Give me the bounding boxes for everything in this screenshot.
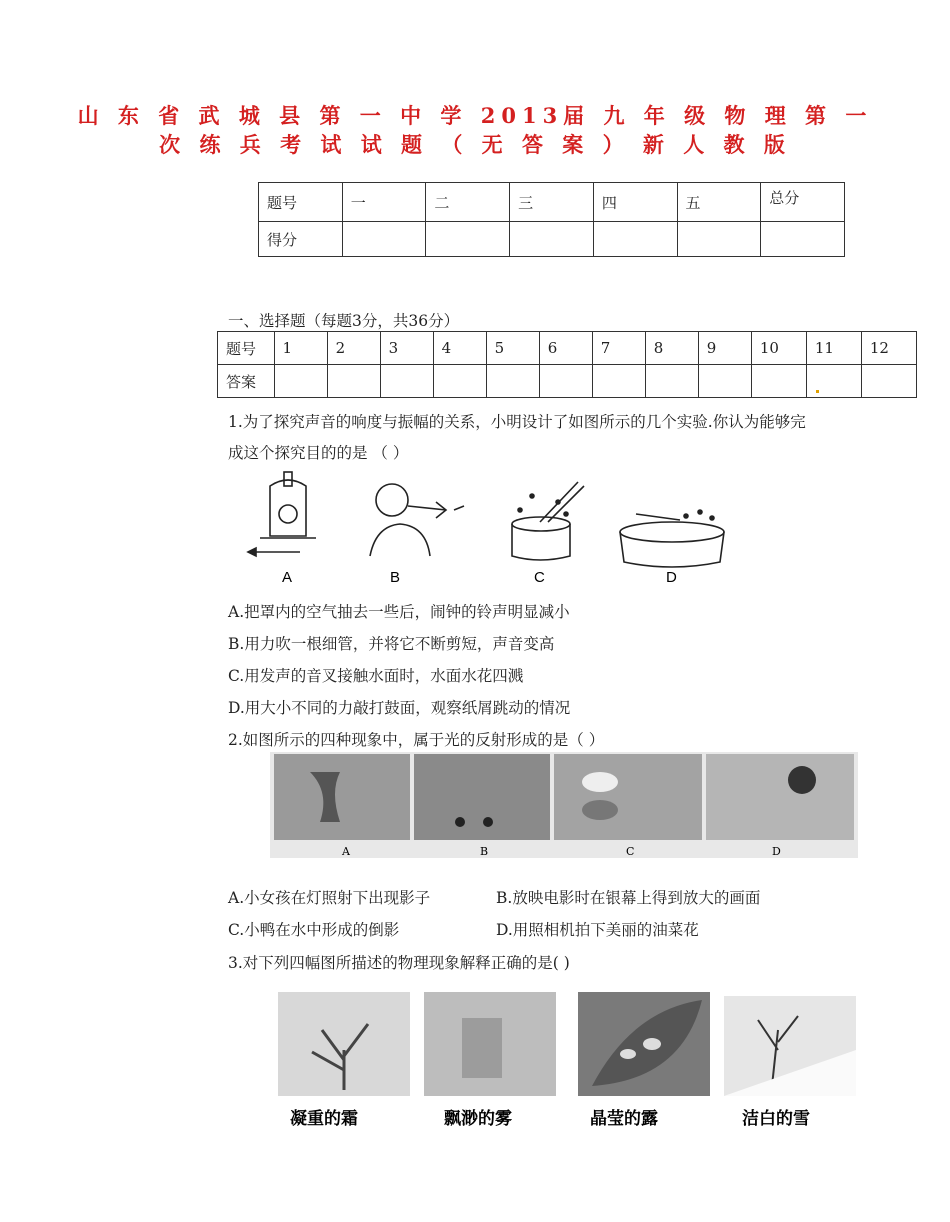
q1-figure	[240, 466, 730, 588]
answer-header-cell: 10	[751, 332, 806, 365]
person-blowing-icon	[370, 484, 464, 556]
answer-cell[interactable]	[698, 365, 751, 398]
q2-option-b: B.放映电影时在银幕上得到放大的画面	[496, 889, 761, 907]
answer-cell[interactable]	[486, 365, 539, 398]
q1-option-d: D.用大小不同的力敲打鼓面，观察纸屑跳动的情况	[228, 699, 571, 717]
answer-table-row	[218, 365, 917, 398]
score-cell[interactable]	[342, 222, 426, 257]
score-table-header-row	[259, 183, 845, 222]
q1-fig-label: A	[282, 569, 293, 586]
answer-header-cell: 8	[645, 332, 698, 365]
answer-cell[interactable]	[592, 365, 645, 398]
q2-option-d: D.用照相机拍下美丽的油菜花	[496, 921, 699, 939]
answer-header-cell: 11	[806, 332, 861, 365]
answer-header-cell: 9	[698, 332, 751, 365]
answer-header-cell: 2	[327, 332, 380, 365]
q3-figure	[272, 990, 858, 1130]
score-table-row	[259, 222, 845, 257]
answer-cell[interactable]	[806, 365, 861, 398]
answer-header-cell: 5	[486, 332, 539, 365]
q3-caption: 飘渺的雾	[444, 1109, 512, 1129]
q2-fig-label: D	[772, 845, 781, 858]
answer-cell[interactable]	[539, 365, 592, 398]
tuning-fork-water-icon	[512, 482, 584, 560]
answer-header-cell: 4	[433, 332, 486, 365]
shadow-photo	[274, 754, 410, 840]
q3-caption: 洁白的雪	[742, 1109, 810, 1129]
score-header-cell: 题号	[259, 183, 343, 222]
q2-figure-drawing	[270, 752, 858, 858]
q3-figure-drawing	[272, 990, 858, 1130]
q1-figure-drawing	[240, 466, 730, 588]
q2-option-c: C.小鸭在水中形成的倒影	[228, 921, 400, 939]
score-row-label: 得分	[259, 222, 343, 257]
score-header-cell: 三	[510, 183, 594, 222]
score-table	[258, 182, 845, 257]
q1-stem-line2: 成这个探究目的的是 （ ）	[228, 444, 409, 462]
score-header-cell: 一	[342, 183, 426, 222]
q1-fig-label: C	[534, 569, 545, 586]
q2-stem: 2.如图所示的四种现象中，属于光的反射形成的是（ ）	[228, 731, 605, 749]
answer-cell[interactable]	[327, 365, 380, 398]
answer-header-cell: 6	[539, 332, 592, 365]
score-cell[interactable]	[510, 222, 594, 257]
score-cell[interactable]	[677, 222, 761, 257]
answer-header-cell: 3	[380, 332, 433, 365]
answer-table-header-row	[218, 332, 917, 365]
q2-option-a: A.小女孩在灯照射下出现影子	[228, 889, 431, 907]
answer-cell[interactable]	[861, 365, 916, 398]
mark-dot	[816, 390, 819, 393]
q1-option-c: C.用发声的音叉接触水面时，水面水花四溅	[228, 667, 524, 685]
q3-caption: 凝重的霜	[290, 1109, 358, 1129]
answer-header-cell: 12	[861, 332, 916, 365]
score-cell[interactable]	[593, 222, 677, 257]
score-cell[interactable]	[761, 222, 845, 257]
duck-photo	[554, 754, 702, 840]
doc-title-line1: 山 东 省 武 城 县 第 一 中 学 2013届 九 年 级 物 理 第 一	[77, 103, 873, 128]
doc-title-line2: 次 练 兵 考 试 试 题 （ 无 答 案 ） 新 人 教 版	[159, 132, 791, 157]
q1-option-b: B.用力吹一根细管，并将它不断剪短，声音变高	[228, 635, 555, 653]
score-header-cell: 五	[677, 183, 761, 222]
answer-header-cell: 7	[592, 332, 645, 365]
q1-fig-label: B	[390, 569, 401, 586]
score-cell[interactable]	[426, 222, 510, 257]
section-heading: 一、选择题（每题3分，共36分）	[228, 312, 460, 330]
answer-cell[interactable]	[751, 365, 806, 398]
q1-fig-label: D	[666, 569, 677, 586]
q2-figure	[270, 752, 858, 858]
cinema-photo	[414, 754, 550, 840]
bell-jar-icon	[248, 472, 316, 556]
answer-cell[interactable]	[274, 365, 327, 398]
drum-icon	[620, 510, 724, 567]
q3-stem: 3.对下列四幅图所描述的物理现象解释正确的是( )	[228, 954, 570, 972]
flower-photo	[706, 754, 854, 840]
q3-caption: 晶莹的露	[590, 1109, 658, 1129]
q1-stem-line1: 1.为了探究声音的响度与振幅的关系，小明设计了如图所示的几个实验.你认为能够完	[228, 413, 806, 431]
q2-fig-label: B	[480, 845, 489, 858]
answer-cell[interactable]	[433, 365, 486, 398]
answer-header-cell: 题号	[218, 332, 275, 365]
score-header-cell: 四	[593, 183, 677, 222]
q2-fig-label: C	[626, 845, 635, 858]
q2-fig-label: A	[342, 845, 350, 858]
score-header-cell: 总分	[761, 183, 845, 222]
answer-header-cell: 1	[274, 332, 327, 365]
score-header-cell: 二	[426, 183, 510, 222]
answer-cell[interactable]	[645, 365, 698, 398]
answer-cell[interactable]	[380, 365, 433, 398]
answer-row-label: 答案	[218, 365, 275, 398]
q1-option-a: A.把罩内的空气抽去一些后，闹钟的铃声明显减小	[228, 603, 570, 621]
answer-table	[217, 331, 917, 398]
